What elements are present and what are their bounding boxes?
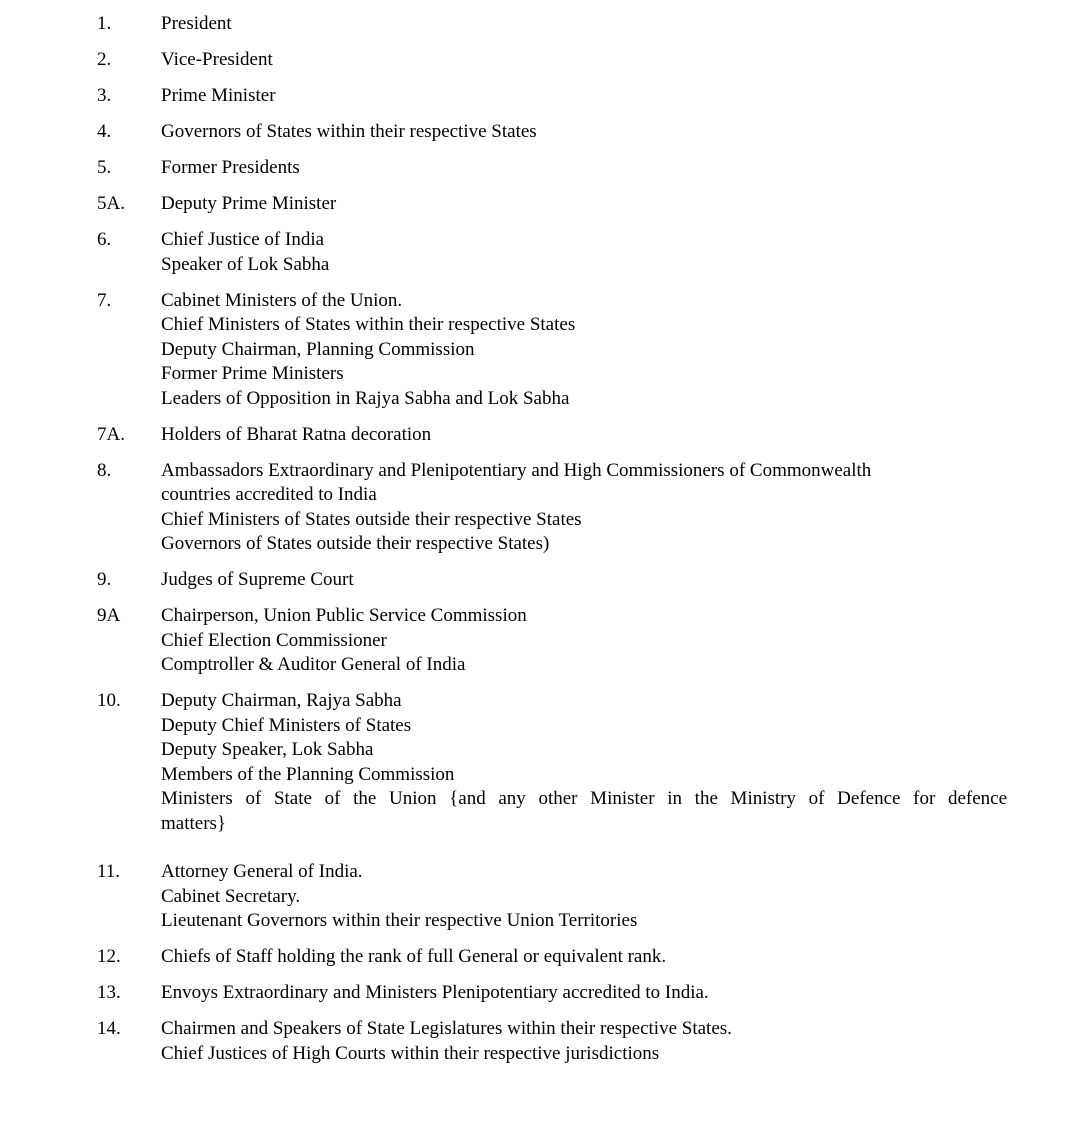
list-item bbox=[97, 459, 1007, 557]
item-number: 7A. bbox=[97, 423, 125, 445]
item-line: Chief Election Commissioner bbox=[161, 629, 387, 651]
item-text bbox=[161, 192, 1007, 217]
item-line: Former Prime Ministers bbox=[161, 363, 344, 384]
item-number: 4. bbox=[97, 121, 112, 142]
item-number: 2. bbox=[97, 49, 112, 70]
item-line: Holders of Bharat Ratna decoration bbox=[161, 423, 432, 445]
item-line: President bbox=[161, 13, 232, 34]
item-line: countries accredited to India bbox=[161, 484, 377, 505]
item-line: Chief Justices of High Courts within their respective jurisdictions bbox=[161, 1042, 660, 1064]
item-line: Deputy Prime Minister bbox=[161, 193, 337, 214]
item-number: 12. bbox=[97, 946, 121, 967]
item-line: Prime Minister bbox=[161, 85, 276, 106]
item-number: 10. bbox=[97, 690, 121, 711]
item-text bbox=[161, 459, 1007, 557]
list-item bbox=[97, 945, 1007, 970]
item-line: Attorney General of India. bbox=[161, 861, 363, 882]
item-number: 8. bbox=[97, 459, 112, 481]
item-text bbox=[161, 689, 1007, 836]
item-line: Vice-President bbox=[161, 49, 273, 70]
item-line: Former Presidents bbox=[161, 157, 300, 178]
list-item bbox=[97, 289, 1007, 412]
item-line: Members of the Planning Commission bbox=[161, 763, 455, 785]
item-text bbox=[161, 289, 1007, 412]
item-text bbox=[161, 981, 1007, 1006]
list-item bbox=[97, 604, 1007, 678]
item-line: Envoys Extraordinary and Ministers Plenipotentiary accredited to India. bbox=[161, 982, 709, 1003]
item-line: Chiefs of Staff holding the rank of full General or equivalent rank. bbox=[161, 946, 667, 967]
item-text bbox=[161, 12, 1007, 37]
precedence-list bbox=[97, 12, 1007, 1078]
item-text bbox=[161, 1017, 1007, 1066]
item-line: Chairmen and Speakers of State Legislatures within their respective States. bbox=[161, 1018, 732, 1039]
list-item bbox=[97, 568, 1007, 593]
list-item bbox=[97, 48, 1007, 73]
item-text bbox=[161, 423, 1007, 448]
item-number: 14. bbox=[97, 1018, 121, 1039]
item-line: Cabinet Secretary. bbox=[161, 885, 301, 907]
item-text bbox=[161, 156, 1007, 181]
item-number: 5A. bbox=[97, 193, 125, 214]
list-item bbox=[97, 981, 1007, 1006]
item-text bbox=[161, 860, 1007, 934]
item-text bbox=[161, 84, 1007, 109]
item-line: Deputy Chairman, Planning Commission bbox=[161, 338, 475, 360]
item-line: Ambassadors Extraordinary and Plenipotentiary and High Commissioners of Commonwealth bbox=[161, 459, 872, 481]
list-item bbox=[97, 1017, 1007, 1066]
list-item bbox=[97, 228, 1007, 277]
item-line: Deputy Chairman, Rajya Sabha bbox=[161, 690, 402, 711]
list-item bbox=[97, 12, 1007, 37]
item-number: 13. bbox=[97, 982, 121, 1003]
item-line: Chief Justice of India bbox=[161, 229, 325, 250]
item-line: Speaker of Lok Sabha bbox=[161, 253, 330, 275]
item-line: Chief Ministers of States within their respective States bbox=[161, 314, 576, 335]
item-number: 9A bbox=[97, 605, 121, 626]
item-text bbox=[161, 120, 1007, 145]
item-number: 11. bbox=[97, 861, 121, 882]
item-number: 7. bbox=[97, 289, 112, 311]
item-number: 3. bbox=[97, 85, 112, 106]
item-line: Governors of States outside their respective States) bbox=[161, 533, 550, 554]
item-line: Comptroller & Auditor General of India bbox=[161, 654, 466, 675]
list-item bbox=[97, 192, 1007, 217]
item-line: matters} bbox=[161, 812, 227, 834]
item-line: Judges of Supreme Court bbox=[161, 569, 354, 590]
item-line: Governors of States within their respective States bbox=[161, 121, 537, 142]
item-line: Leaders of Opposition in Rajya Sabha and Lok Sabha bbox=[161, 387, 570, 409]
list-item bbox=[97, 860, 1007, 934]
item-line: Deputy Speaker, Lok Sabha bbox=[161, 739, 374, 760]
item-number: 9. bbox=[97, 569, 112, 590]
item-number: 5. bbox=[97, 157, 112, 178]
item-text bbox=[161, 228, 1007, 277]
item-text bbox=[161, 604, 1007, 678]
list-item bbox=[97, 120, 1007, 145]
list-item bbox=[97, 689, 1007, 836]
item-line: Ministers of State of the Union {and any other Minister in the Ministry of Defence for defence bbox=[161, 788, 1007, 809]
list-item bbox=[97, 156, 1007, 181]
item-number: 6. bbox=[97, 229, 112, 250]
item-line: Chief Ministers of States outside their respective States bbox=[161, 508, 582, 530]
item-line: Lieutenant Governors within their respective Union Territories bbox=[161, 910, 638, 931]
item-line: Chairperson, Union Public Service Commission bbox=[161, 605, 527, 626]
list-item bbox=[97, 423, 1007, 448]
item-number: 1. bbox=[97, 13, 112, 34]
item-text bbox=[161, 568, 1007, 593]
item-line: Deputy Chief Ministers of States bbox=[161, 714, 412, 736]
item-text bbox=[161, 48, 1007, 73]
item-text bbox=[161, 945, 1007, 970]
item-line: Cabinet Ministers of the Union. bbox=[161, 289, 403, 311]
list-item bbox=[97, 84, 1007, 109]
